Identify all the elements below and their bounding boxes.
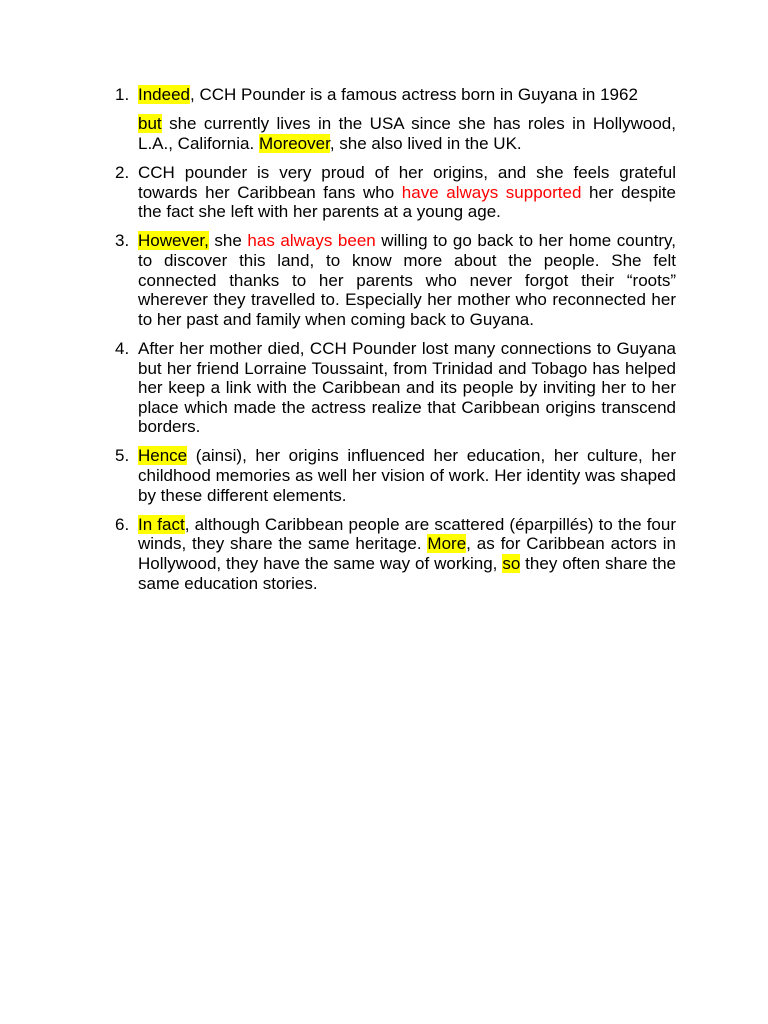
list-item-number: 5. (115, 446, 130, 466)
list-item-paragraph (138, 515, 676, 593)
text-run: , as for Caribbean actors in Hollywood, they have the same way of working, (138, 534, 676, 574)
highlighted-connector: Hence (138, 446, 188, 466)
highlighted-connector: In fact (138, 514, 185, 534)
text-run: (ainsi), her origins influenced her education, her culture, her childhood memories as well her vision of work. Her identity was shaped by these different elements. (138, 446, 676, 505)
list-item-number: 6. (115, 514, 130, 534)
list-item (108, 339, 676, 437)
highlighted-connector: However, (138, 231, 209, 251)
highlighted-connector: Moreover (258, 133, 330, 153)
text-run: willing to go back to her home country, to discover this land, to know more about the people. She felt connected thanks to her parents who never forgot their “roots” wherever they travelled to. Especially her mother who reconnected her to her past and family when coming back to Guyana. (138, 231, 677, 329)
list-item-paragraph (138, 339, 676, 437)
list-item (108, 231, 676, 329)
red-emphasis-text: have always supported (401, 182, 582, 202)
list-item-number: 2. (115, 162, 130, 182)
list-item-number: 3. (115, 231, 130, 251)
list-item (108, 163, 676, 222)
text-run: CCH pounder is very proud of her origins, and she feels grateful towards her Caribbean fans who (138, 162, 676, 202)
list-item (108, 85, 676, 153)
text-run: her despite the fact she left with her parents at a young age. (138, 182, 676, 222)
red-emphasis-text: has always been (247, 231, 376, 251)
text-run: , CCH Pounder is a famous actress born in Guyana in 1962 (190, 85, 638, 104)
list-item (108, 446, 676, 505)
numbered-list (108, 85, 676, 603)
list-item-paragraph (138, 85, 676, 105)
highlighted-connector: Indeed (138, 85, 190, 104)
text-run: she currently lives in the USA since she has roles in Hollywood, L.A., California. (138, 114, 676, 153)
text-run: , she also lived in the UK. (329, 133, 522, 153)
highlighted-connector: More (427, 534, 467, 554)
list-item-number: 4. (115, 338, 130, 358)
highlighted-connector: so (502, 554, 521, 574)
text-run: After her mother died, CCH Pounder lost many connections to Guyana but her friend Lorraine Toussaint, from Trinidad and Tobago has helped her keep a link with the Caribbean and its people by inviting her to her place which made the actress realize that Caribbean origins transcend borders. (138, 338, 676, 437)
text-run: she (208, 231, 248, 251)
list-item-number: 1. (115, 85, 130, 104)
text-run: they often share the same education stories. (138, 554, 677, 593)
list-item-paragraph (138, 446, 676, 505)
list-item (108, 515, 676, 593)
highlighted-connector: but (138, 114, 162, 134)
list-item-paragraph (138, 163, 676, 222)
list-item-paragraph (138, 114, 676, 153)
list-item-paragraph (138, 231, 676, 329)
text-run: , although Caribbean people are scattered (éparpillés) to the four winds, they share the same heritage. (138, 514, 676, 554)
